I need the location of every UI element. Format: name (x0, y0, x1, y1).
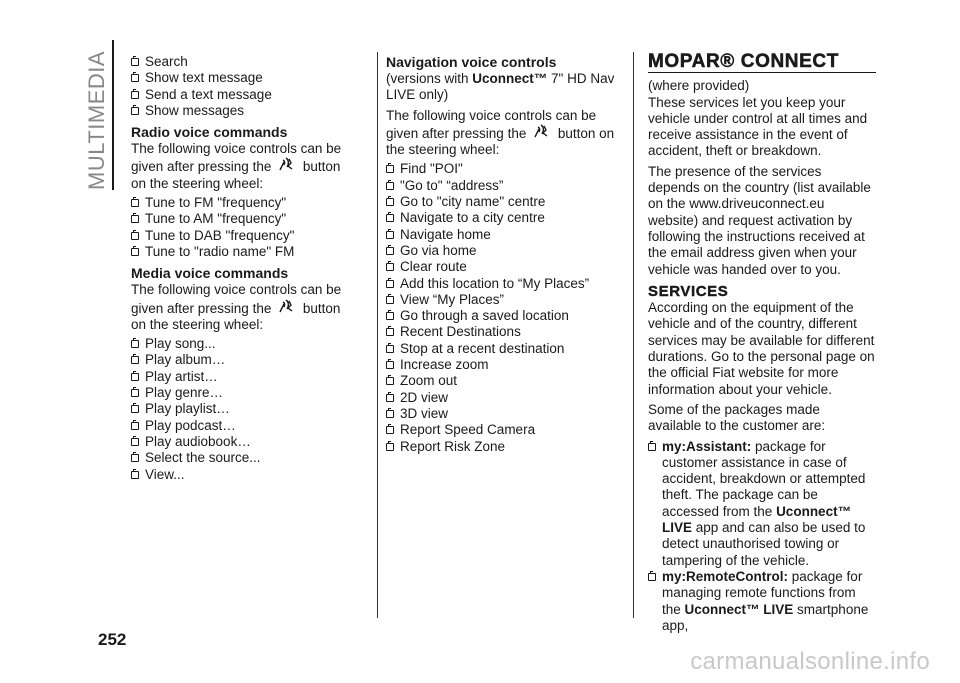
list-item-label: Increase zoom (400, 357, 489, 373)
list-item (131, 228, 359, 244)
bullet-icon (386, 426, 394, 434)
column-2 (386, 54, 626, 455)
voice-command-list (131, 195, 359, 260)
package-text: package for customer assistance in case of accident, breakdown or attempted theft. The package can be accessed from the (662, 438, 866, 519)
navigation-intro (386, 108, 626, 159)
section-label: MULTIMEDIA (84, 50, 109, 190)
paragraph: Some of the packages made available to the customer are: (648, 401, 826, 434)
list-item-label: 2D view (400, 389, 449, 405)
bullet-icon (386, 231, 394, 239)
bullet-icon (131, 454, 139, 462)
radio-intro-text-end: button on the steering wheel: (131, 159, 341, 191)
versions-brand: Uconnect™ (472, 71, 548, 86)
bullet-icon (386, 394, 394, 402)
list-item-label: Play album… (145, 352, 226, 368)
list-item-label: Play audiobook… (145, 433, 251, 449)
list-item (386, 243, 626, 259)
list-item-label: Report Speed Camera (400, 422, 536, 438)
list-item (386, 406, 626, 422)
bullet-icon (386, 182, 394, 190)
list-item (386, 341, 626, 357)
app-name: Uconnect™ LIVE (662, 503, 852, 536)
radio-heading: Radio voice commands (131, 124, 288, 141)
list-item-label: Show text message (145, 70, 263, 86)
list-item-label: Add this location to “My Places” (400, 275, 590, 291)
bullet-icon (386, 198, 394, 206)
list-item-label: Navigate home (400, 226, 491, 242)
list-item (131, 54, 359, 70)
bullet-icon (386, 247, 394, 255)
list-item (131, 336, 359, 352)
paragraph: These services let you keep your vehicle under control at all times and receive assistance in the event of accident, theft or breakdown. (648, 94, 868, 159)
nav-intro-text: The following voice controls can be given after pressing the (386, 107, 597, 141)
bullet-icon (386, 296, 394, 304)
bullet-icon (131, 107, 139, 115)
list-item-label: "Go to" “address” (400, 177, 504, 193)
list-item (386, 422, 626, 438)
list-item (386, 308, 626, 324)
paragraph: According on the equipment of the vehicle and of the country, different services may be available for different durations. Go to the personal page on the official Fiat website for more information about your vehicle. (648, 300, 875, 397)
bullet-icon (386, 377, 394, 385)
voice-button-icon (277, 157, 297, 173)
list-item (131, 401, 359, 417)
list-item (386, 227, 626, 243)
list-item-label: Show messages (145, 102, 245, 118)
bullet-icon (386, 312, 394, 320)
nav-intro-text-end: button on the steering wheel: (386, 125, 615, 158)
where-provided: (where provided) (648, 78, 750, 94)
list-item (386, 373, 626, 389)
voice-command-list (386, 161, 626, 454)
list-item-label: Send a text message (145, 86, 272, 102)
list-item-label: Recent Destinations (400, 324, 521, 340)
bullet-icon (131, 373, 139, 381)
radio-intro (131, 141, 359, 192)
list-item (131, 70, 359, 86)
list-item (386, 161, 626, 177)
bullet-icon (131, 471, 139, 479)
media-intro-text-end: button on the steering wheel: (131, 300, 341, 332)
list-item (131, 434, 359, 450)
side-section-tab (84, 40, 114, 190)
navigation-versions (386, 71, 626, 104)
media-intro-text: The following voice controls can be given after pressing the (131, 282, 342, 316)
list-item (386, 259, 626, 275)
bullet-icon (131, 199, 139, 207)
bullet-icon (131, 389, 139, 397)
section-title: MOPAR® CONNECT (648, 54, 876, 73)
bullet-icon (386, 263, 394, 271)
package-item (648, 439, 876, 569)
bullet-icon (131, 215, 139, 223)
bullet-icon (131, 422, 139, 430)
bullet-icon (386, 443, 394, 451)
bullet-icon (386, 280, 394, 288)
list-item-label: Tune to FM "frequency" (145, 195, 287, 211)
services-heading: SERVICES (648, 282, 729, 300)
list-item (131, 418, 359, 434)
list-item-label: Play playlist… (145, 401, 230, 417)
bullet-icon (131, 248, 139, 256)
list-item-label: Clear route (400, 259, 467, 275)
voice-command-list (131, 54, 359, 119)
voice-button-icon (277, 299, 297, 315)
package-text: app and can also be used to detect unauthorised towing or tampering of the vehicle. (662, 520, 866, 568)
list-item-label: Tune to AM "frequency" (145, 211, 287, 227)
bullet-icon (131, 356, 139, 364)
list-item-label: View “My Places” (400, 291, 505, 307)
list-item (386, 439, 626, 455)
list-item (131, 103, 359, 119)
list-item (131, 87, 359, 103)
list-item (131, 385, 359, 401)
list-item-label: Stop at a recent destination (400, 340, 565, 356)
app-name: Uconnect™ LIVE (684, 601, 794, 617)
list-item (386, 357, 626, 373)
bullet-icon (386, 345, 394, 353)
package-name: my:Assistant: (662, 438, 752, 454)
bullet-icon (131, 91, 139, 99)
list-item-label: 3D view (400, 405, 449, 421)
list-item (386, 292, 626, 308)
column-3 (648, 51, 876, 634)
list-item (386, 178, 626, 194)
bullet-icon (386, 165, 394, 173)
bullet-icon (386, 328, 394, 336)
media-intro (131, 282, 359, 333)
voice-button-icon (532, 124, 552, 140)
list-item-label: Navigate to a city centre (400, 210, 545, 226)
list-item (386, 276, 626, 292)
list-item-label: Play genre… (145, 385, 224, 401)
list-item-label: Go to "city name" centre (400, 194, 546, 210)
list-item-label: Zoom out (400, 373, 458, 389)
voice-command-list (131, 336, 359, 483)
radio-intro-text: The following voice controls can be given after pressing the (131, 141, 342, 175)
bullet-icon (131, 438, 139, 446)
list-item-label: Report Risk Zone (400, 438, 506, 454)
column-divider (377, 52, 378, 618)
package-item (648, 569, 876, 634)
list-item-label: Find "POI" (400, 161, 463, 177)
list-item (386, 210, 626, 226)
watermark: carmanualsonline.info (690, 648, 930, 675)
package-text: package for managing remote functions from the (662, 568, 863, 617)
list-item (131, 211, 359, 227)
list-item-label: Play podcast… (145, 417, 236, 433)
list-item-label: View... (145, 466, 185, 482)
list-item (386, 324, 626, 340)
versions-text: (versions with (386, 71, 473, 86)
list-item-label: Tune to DAB "frequency" (145, 227, 295, 243)
bullet-icon (131, 340, 139, 348)
column-1 (131, 54, 359, 483)
bullet-icon (131, 58, 139, 66)
list-item-label: Play song... (145, 336, 216, 352)
bullet-icon (131, 74, 139, 82)
list-item-label: Search (145, 54, 188, 69)
list-item (131, 369, 359, 385)
list-item-label: Go via home (400, 242, 477, 258)
paragraph: The presence of the services depends on the country (list available on the www.driveuconnect.eu website) and request activation by following the instructions received at the email address given when your vehicle was handed over to you. (648, 163, 871, 277)
list-item (131, 352, 359, 368)
bullet-icon (131, 405, 139, 413)
page-number: 252 (98, 630, 127, 649)
list-item (131, 244, 359, 260)
media-heading: Media voice commands (131, 265, 289, 282)
list-item (386, 390, 626, 406)
bullet-icon (131, 232, 139, 240)
list-item (131, 195, 359, 211)
list-item (131, 450, 359, 466)
bullet-icon (386, 410, 394, 418)
navigation-heading: Navigation voice controls (386, 54, 557, 70)
bullet-icon (386, 214, 394, 222)
bullet-icon (648, 573, 656, 581)
bullet-icon (386, 361, 394, 369)
package-text: smartphone app, (662, 601, 869, 633)
column-divider (633, 52, 634, 618)
list-item (131, 467, 359, 483)
list-item (386, 194, 626, 210)
versions-text-end: 7" HD Nav LIVE only) (386, 71, 615, 103)
package-name: my:RemoteControl: (662, 568, 789, 584)
list-item-label: Go through a saved location (400, 308, 569, 324)
list-item-label: Play artist… (145, 368, 218, 384)
bullet-icon (648, 443, 656, 451)
list-item-label: Select the source... (145, 450, 261, 466)
list-item-label: Tune to "radio name" FM (145, 243, 295, 259)
